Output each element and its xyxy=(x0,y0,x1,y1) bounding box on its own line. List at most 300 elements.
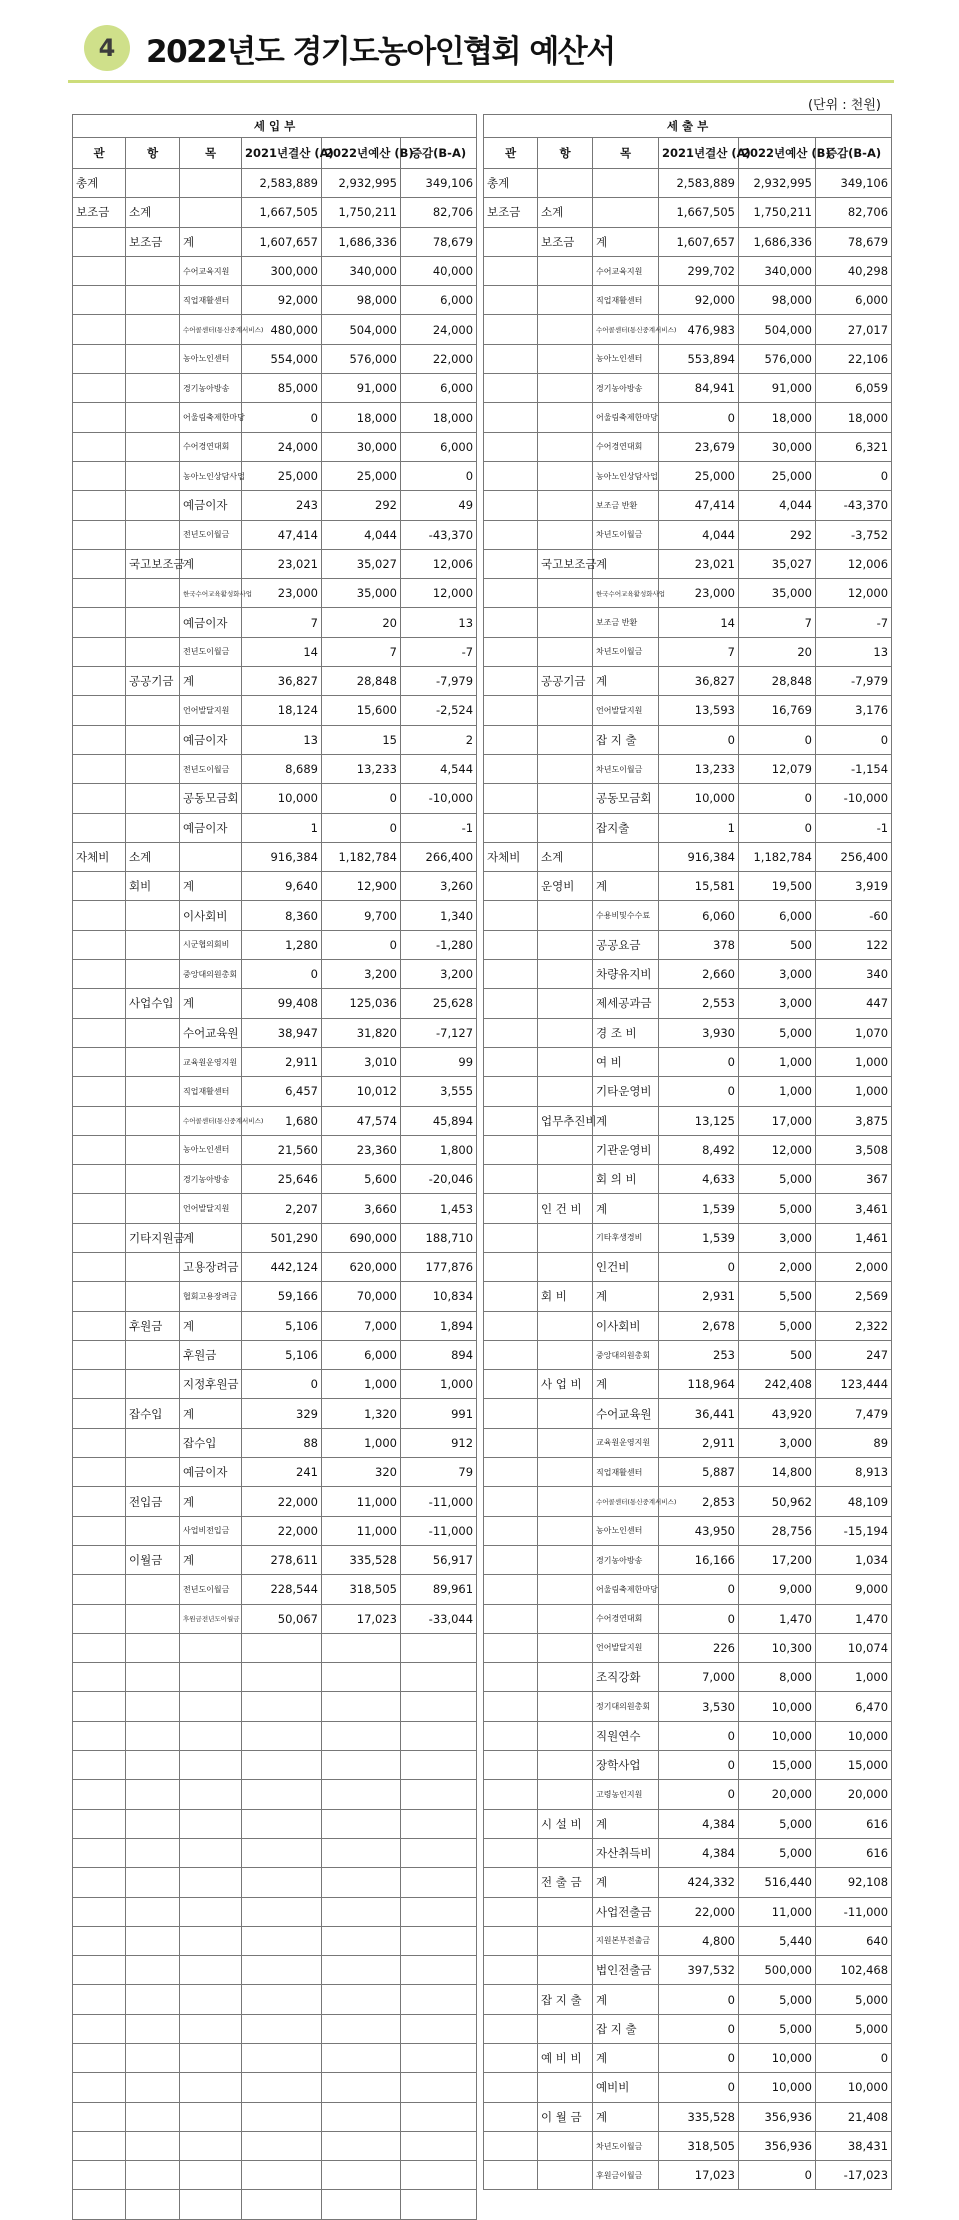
cell-gwan xyxy=(484,286,538,315)
cell-2021-actual: 916,384 xyxy=(242,842,322,871)
cell-mok: 보조금 반환 xyxy=(593,491,659,520)
cell-2021-actual: 23,000 xyxy=(242,579,322,608)
cell-gwan xyxy=(73,549,126,578)
cell-2021-actual: 4,384 xyxy=(659,1838,739,1867)
cell-gwan xyxy=(484,344,538,373)
cell-mok xyxy=(180,1809,242,1838)
cell-hang xyxy=(126,1370,180,1399)
table-row xyxy=(73,2190,477,2219)
table-row xyxy=(484,1311,892,1340)
cell-change: 367 xyxy=(816,1165,892,1194)
cell-gwan xyxy=(484,930,538,959)
cell-gwan xyxy=(484,1135,538,1164)
cell-change: 3,875 xyxy=(816,1106,892,1135)
cell-hang xyxy=(538,1897,593,1926)
cell-2022-budget: 35,027 xyxy=(322,549,401,578)
table-row xyxy=(484,1868,892,1897)
table-row xyxy=(73,725,477,754)
table-row xyxy=(484,1165,892,1194)
cell-mok: 직업재활센터 xyxy=(593,1458,659,1487)
cell-gwan xyxy=(73,1516,126,1545)
cell-hang: 국고보조금 xyxy=(538,549,593,578)
cell-change: 3,555 xyxy=(401,1077,477,1106)
cell-gwan xyxy=(73,754,126,783)
cell-change xyxy=(401,1809,477,1838)
cell-2021-actual: 23,679 xyxy=(659,432,739,461)
cell-gwan xyxy=(484,1106,538,1135)
cell-gwan xyxy=(73,2014,126,2043)
table-row xyxy=(484,1516,892,1545)
title-underline xyxy=(68,80,894,83)
cell-gwan xyxy=(73,227,126,256)
cell-gwan xyxy=(484,1165,538,1194)
cell-change: 0 xyxy=(816,461,892,490)
cell-2021-actual: 554,000 xyxy=(242,344,322,373)
cell-change: 3,919 xyxy=(816,872,892,901)
cell-gwan xyxy=(484,901,538,930)
cell-2021-actual: 1,607,657 xyxy=(659,227,739,256)
cell-gwan xyxy=(484,1428,538,1457)
cell-change xyxy=(401,1985,477,2014)
cell-change: 3,200 xyxy=(401,960,477,989)
cell-change: -15,194 xyxy=(816,1516,892,1545)
table-row xyxy=(73,696,477,725)
cell-2021-actual: 36,441 xyxy=(659,1399,739,1428)
cell-2021-actual: 22,000 xyxy=(242,1487,322,1516)
cell-gwan xyxy=(73,667,126,696)
cell-gwan xyxy=(484,1077,538,1106)
cell-gwan xyxy=(73,1282,126,1311)
cell-change: 99 xyxy=(401,1047,477,1076)
cell-2021-actual: 22,000 xyxy=(242,1516,322,1545)
cell-2022-budget xyxy=(322,1751,401,1780)
cell-2022-budget: 47,574 xyxy=(322,1106,401,1135)
cell-2021-actual: 14 xyxy=(242,637,322,666)
cell-2022-budget: 516,440 xyxy=(739,1868,816,1897)
cell-2022-budget: 25,000 xyxy=(739,461,816,490)
cell-hang xyxy=(538,1458,593,1487)
cell-gwan xyxy=(484,1751,538,1780)
cell-gwan xyxy=(484,1516,538,1545)
cell-gwan xyxy=(73,1985,126,2014)
cell-2022-budget: 3,000 xyxy=(739,1428,816,1457)
table-row xyxy=(73,1985,477,2014)
cell-mok: 계 xyxy=(593,227,659,256)
cell-mok: 계 xyxy=(180,1399,242,1428)
table-row xyxy=(73,1809,477,1838)
cell-gwan xyxy=(484,461,538,490)
cell-gwan xyxy=(73,637,126,666)
cell-hang: 잡수입 xyxy=(126,1399,180,1428)
cell-2022-budget: 5,600 xyxy=(322,1165,401,1194)
cell-2022-budget: 504,000 xyxy=(322,315,401,344)
cell-2022-budget: 17,200 xyxy=(739,1545,816,1574)
cell-change: 82,706 xyxy=(816,198,892,227)
cell-gwan xyxy=(484,637,538,666)
cell-2022-budget: 14,800 xyxy=(739,1458,816,1487)
cell-2021-actual: 318,505 xyxy=(659,2131,739,2160)
cell-mok: 어울림축제한마당 xyxy=(593,1575,659,1604)
cell-gwan xyxy=(484,579,538,608)
table-row xyxy=(73,1458,477,1487)
table-row xyxy=(484,608,892,637)
table-row xyxy=(484,842,892,871)
cell-hang xyxy=(538,491,593,520)
cell-mok: 직업재활센터 xyxy=(593,286,659,315)
cell-hang xyxy=(126,1838,180,1867)
cell-mok xyxy=(180,2131,242,2160)
cell-gwan xyxy=(484,1809,538,1838)
cell-hang xyxy=(538,374,593,403)
cell-2022-budget: 690,000 xyxy=(322,1223,401,1252)
cell-2022-budget: 98,000 xyxy=(739,286,816,315)
col-header: 목 xyxy=(180,138,242,169)
cell-mok: 농아노인센터 xyxy=(593,344,659,373)
table-row xyxy=(484,1340,892,1369)
cell-2021-actual: 10,000 xyxy=(659,784,739,813)
cell-2022-budget: 0 xyxy=(739,784,816,813)
cell-gwan xyxy=(484,1311,538,1340)
cell-hang xyxy=(126,1077,180,1106)
cell-mok: 차년도이월금 xyxy=(593,2131,659,2160)
table-row xyxy=(484,520,892,549)
cell-mok: 협회고용장려금 xyxy=(180,1282,242,1311)
cell-hang xyxy=(538,1428,593,1457)
cell-gwan xyxy=(73,1106,126,1135)
col-header: 2022년예산 (B) xyxy=(739,138,816,169)
cell-2022-budget: 5,000 xyxy=(739,1311,816,1340)
cell-change xyxy=(401,1838,477,1867)
cell-mok: 수어교육원 xyxy=(180,1018,242,1047)
cell-change: 1,000 xyxy=(816,1077,892,1106)
cell-2022-budget: 35,000 xyxy=(739,579,816,608)
cell-hang xyxy=(126,1926,180,1955)
cell-change: 2,569 xyxy=(816,1282,892,1311)
table-row xyxy=(73,2102,477,2131)
cell-mok: 수어교육지원 xyxy=(180,256,242,285)
cell-gwan xyxy=(73,2073,126,2102)
cell-2021-actual: 16,166 xyxy=(659,1545,739,1574)
cell-2022-budget: 10,000 xyxy=(739,1692,816,1721)
cell-change xyxy=(401,1692,477,1721)
cell-mok: 수어경연대회 xyxy=(593,1604,659,1633)
cell-2021-actual: 99,408 xyxy=(242,989,322,1018)
cell-2022-budget: 320 xyxy=(322,1458,401,1487)
cell-gwan xyxy=(484,1575,538,1604)
cell-gwan xyxy=(484,1047,538,1076)
cell-hang xyxy=(126,2073,180,2102)
cell-hang xyxy=(126,1663,180,1692)
cell-hang xyxy=(126,1165,180,1194)
table-row xyxy=(73,989,477,1018)
table-row xyxy=(484,1926,892,1955)
cell-2021-actual: 21,560 xyxy=(242,1135,322,1164)
cell-2022-budget: 11,000 xyxy=(322,1487,401,1516)
cell-gwan xyxy=(73,1926,126,1955)
cell-change xyxy=(401,1633,477,1662)
cell-change: 10,000 xyxy=(816,1721,892,1750)
cell-mok: 사업비전입금 xyxy=(180,1516,242,1545)
col-header: 2021년결산 (A) xyxy=(242,138,322,169)
cell-2022-budget: 1,182,784 xyxy=(322,842,401,871)
cell-hang xyxy=(538,520,593,549)
cell-hang xyxy=(538,256,593,285)
cell-gwan xyxy=(73,1809,126,1838)
cell-2022-budget xyxy=(322,1780,401,1809)
cell-gwan xyxy=(73,813,126,842)
cell-gwan xyxy=(484,2073,538,2102)
cell-2021-actual: 47,414 xyxy=(242,520,322,549)
cell-hang xyxy=(126,520,180,549)
cell-2021-actual xyxy=(242,1633,322,1662)
cell-gwan xyxy=(484,1604,538,1633)
cell-2022-budget: 5,440 xyxy=(739,1926,816,1955)
cell-2021-actual: 92,000 xyxy=(659,286,739,315)
table-row xyxy=(73,1838,477,1867)
cell-2021-actual: 0 xyxy=(659,1780,739,1809)
cell-change: 247 xyxy=(816,1340,892,1369)
cell-change: 1,340 xyxy=(401,901,477,930)
cell-gwan xyxy=(73,1545,126,1574)
cell-gwan xyxy=(484,1223,538,1252)
table-row xyxy=(484,1809,892,1838)
cell-2021-actual: 1,280 xyxy=(242,930,322,959)
cell-2022-budget: 43,920 xyxy=(739,1399,816,1428)
table-row xyxy=(73,637,477,666)
table-row xyxy=(484,813,892,842)
cell-change: 1,000 xyxy=(816,1663,892,1692)
cell-2021-actual: 8,360 xyxy=(242,901,322,930)
cell-hang xyxy=(538,1604,593,1633)
cell-hang xyxy=(126,1047,180,1076)
cell-mok: 언어발달지원 xyxy=(180,1194,242,1223)
cell-hang xyxy=(126,1252,180,1281)
cell-2021-actual: 22,000 xyxy=(659,1897,739,1926)
cell-hang xyxy=(538,1311,593,1340)
cell-mok: 수용비및수수료 xyxy=(593,901,659,930)
cell-hang xyxy=(538,2014,593,2043)
cell-2022-budget: 9,000 xyxy=(739,1575,816,1604)
cell-mok xyxy=(180,842,242,871)
cell-change: 82,706 xyxy=(401,198,477,227)
cell-gwan xyxy=(73,256,126,285)
cell-2021-actual: 4,044 xyxy=(659,520,739,549)
cell-2021-actual: 0 xyxy=(659,403,739,432)
cell-2021-actual xyxy=(242,1897,322,1926)
table-row xyxy=(73,344,477,373)
cell-hang: 사업수입 xyxy=(126,989,180,1018)
cell-mok: 계 xyxy=(593,549,659,578)
cell-2021-actual: 0 xyxy=(242,960,322,989)
cell-2021-actual: 5,106 xyxy=(242,1311,322,1340)
cell-2022-budget: 11,000 xyxy=(322,1516,401,1545)
cell-2022-budget: 12,000 xyxy=(739,1135,816,1164)
cell-change: 6,000 xyxy=(401,374,477,403)
cell-2022-budget: 19,500 xyxy=(739,872,816,901)
cell-2021-actual: 6,457 xyxy=(242,1077,322,1106)
cell-2021-actual xyxy=(242,2131,322,2160)
cell-change: -43,370 xyxy=(401,520,477,549)
cell-2022-budget: 576,000 xyxy=(322,344,401,373)
table-row xyxy=(73,1897,477,1926)
cell-mok: 후원금 xyxy=(180,1340,242,1369)
cell-2022-budget: 15,000 xyxy=(739,1751,816,1780)
cell-mok: 계 xyxy=(593,1106,659,1135)
cell-mok: 언어발달지원 xyxy=(180,696,242,725)
cell-hang: 사 업 비 xyxy=(538,1370,593,1399)
cell-2022-budget: 0 xyxy=(739,813,816,842)
cell-2022-budget xyxy=(322,1721,401,1750)
cell-hang xyxy=(538,2073,593,2102)
table-row xyxy=(73,1077,477,1106)
cell-2021-actual: 0 xyxy=(659,1604,739,1633)
cell-change: 1,470 xyxy=(816,1604,892,1633)
col-header: 2022년예산 (B) xyxy=(322,138,401,169)
cell-mok: 잡 지 출 xyxy=(593,2014,659,2043)
table-row xyxy=(484,1077,892,1106)
cell-mok: 농아노인센터 xyxy=(180,1135,242,1164)
cell-gwan xyxy=(73,461,126,490)
cell-2022-budget: 1,686,336 xyxy=(322,227,401,256)
cell-change: 10,074 xyxy=(816,1633,892,1662)
cell-gwan xyxy=(484,227,538,256)
cell-2021-actual: 18,124 xyxy=(242,696,322,725)
table-row xyxy=(484,2014,892,2043)
cell-2022-budget: 504,000 xyxy=(739,315,816,344)
cell-change: 6,000 xyxy=(401,286,477,315)
table-row xyxy=(484,344,892,373)
cell-change xyxy=(401,2161,477,2190)
cell-change xyxy=(401,2014,477,2043)
table-row xyxy=(73,1575,477,1604)
cell-gwan xyxy=(73,1370,126,1399)
cell-hang xyxy=(538,901,593,930)
table-row xyxy=(484,1487,892,1516)
cell-2022-budget: 12,079 xyxy=(739,754,816,783)
cell-gwan xyxy=(73,374,126,403)
expense-table-body xyxy=(484,169,892,2190)
cell-gwan xyxy=(484,1399,538,1428)
cell-2021-actual xyxy=(242,1751,322,1780)
cell-2021-actual: 24,000 xyxy=(242,432,322,461)
table-row xyxy=(73,1223,477,1252)
cell-hang xyxy=(538,1165,593,1194)
cell-mok: 장학사업 xyxy=(593,1751,659,1780)
cell-mok: 중앙대의원총회 xyxy=(593,1340,659,1369)
cell-change: 12,006 xyxy=(816,549,892,578)
cell-2021-actual: 2,911 xyxy=(659,1428,739,1457)
cell-change: -11,000 xyxy=(401,1487,477,1516)
cell-gwan xyxy=(73,2190,126,2219)
cell-2022-budget: 1,000 xyxy=(739,1047,816,1076)
cell-2021-actual: 335,528 xyxy=(659,2102,739,2131)
cell-mok: 정기대의원총회 xyxy=(593,1692,659,1721)
cell-2022-budget: 3,000 xyxy=(739,989,816,1018)
table-row xyxy=(484,256,892,285)
cell-hang xyxy=(538,2161,593,2190)
table-row xyxy=(484,2044,892,2073)
cell-mok: 차량유지비 xyxy=(593,960,659,989)
cell-mok: 예금이자 xyxy=(180,608,242,637)
cell-hang: 인 건 비 xyxy=(538,1194,593,1223)
table-row xyxy=(484,667,892,696)
cell-hang xyxy=(538,930,593,959)
cell-2021-actual: 2,931 xyxy=(659,1282,739,1311)
table-row xyxy=(73,754,477,783)
cell-gwan xyxy=(484,813,538,842)
cell-hang xyxy=(126,1809,180,1838)
cell-2022-budget: 28,756 xyxy=(739,1516,816,1545)
cell-2022-budget: 340,000 xyxy=(739,256,816,285)
cell-change: 92,108 xyxy=(816,1868,892,1897)
cell-2021-actual: 1,667,505 xyxy=(659,198,739,227)
cell-mok: 전년도이월금 xyxy=(180,637,242,666)
cell-2021-actual: 0 xyxy=(659,2044,739,2073)
cell-mok: 예비비 xyxy=(593,2073,659,2102)
cell-2022-budget xyxy=(322,2014,401,2043)
cell-2021-actual: 0 xyxy=(659,1721,739,1750)
cell-mok: 예금이자 xyxy=(180,813,242,842)
cell-hang xyxy=(538,813,593,842)
cell-2021-actual xyxy=(242,1926,322,1955)
cell-mok xyxy=(180,1780,242,1809)
cell-change: 122 xyxy=(816,930,892,959)
cell-mok xyxy=(180,1985,242,2014)
cell-gwan xyxy=(73,1721,126,1750)
table-row xyxy=(73,901,477,930)
cell-change: 15,000 xyxy=(816,1751,892,1780)
table-row xyxy=(484,1458,892,1487)
cell-mok: 경기농아방송 xyxy=(180,1165,242,1194)
table-row xyxy=(484,1751,892,1780)
cell-hang xyxy=(538,1751,593,1780)
table-row xyxy=(484,1956,892,1985)
cell-gwan xyxy=(73,2102,126,2131)
cell-hang xyxy=(538,1721,593,1750)
cell-hang xyxy=(126,1721,180,1750)
cell-mok: 전년도이월금 xyxy=(180,1575,242,1604)
cell-gwan xyxy=(73,960,126,989)
cell-gwan xyxy=(73,1897,126,1926)
income-table xyxy=(72,114,477,2220)
cell-hang xyxy=(126,2044,180,2073)
cell-gwan xyxy=(484,1487,538,1516)
cell-mok xyxy=(180,1838,242,1867)
cell-change xyxy=(401,2073,477,2102)
cell-hang xyxy=(538,461,593,490)
cell-hang: 공공기금 xyxy=(126,667,180,696)
table-row xyxy=(73,2161,477,2190)
cell-gwan xyxy=(73,286,126,315)
cell-2021-actual: 9,640 xyxy=(242,872,322,901)
cell-change: -10,000 xyxy=(816,784,892,813)
cell-gwan xyxy=(73,1077,126,1106)
cell-mok: 잡수입 xyxy=(180,1428,242,1457)
cell-mok xyxy=(180,2073,242,2102)
cell-hang xyxy=(126,579,180,608)
cell-2021-actual: 6,060 xyxy=(659,901,739,930)
cell-change: -2,524 xyxy=(401,696,477,725)
cell-hang: 운영비 xyxy=(538,872,593,901)
table-row xyxy=(484,2073,892,2102)
cell-hang xyxy=(538,1692,593,1721)
cell-mok xyxy=(180,2044,242,2073)
cell-hang xyxy=(538,637,593,666)
cell-change: 0 xyxy=(816,725,892,754)
cell-mok: 직업재활센터 xyxy=(180,1077,242,1106)
table-row xyxy=(73,960,477,989)
table-row xyxy=(73,2014,477,2043)
